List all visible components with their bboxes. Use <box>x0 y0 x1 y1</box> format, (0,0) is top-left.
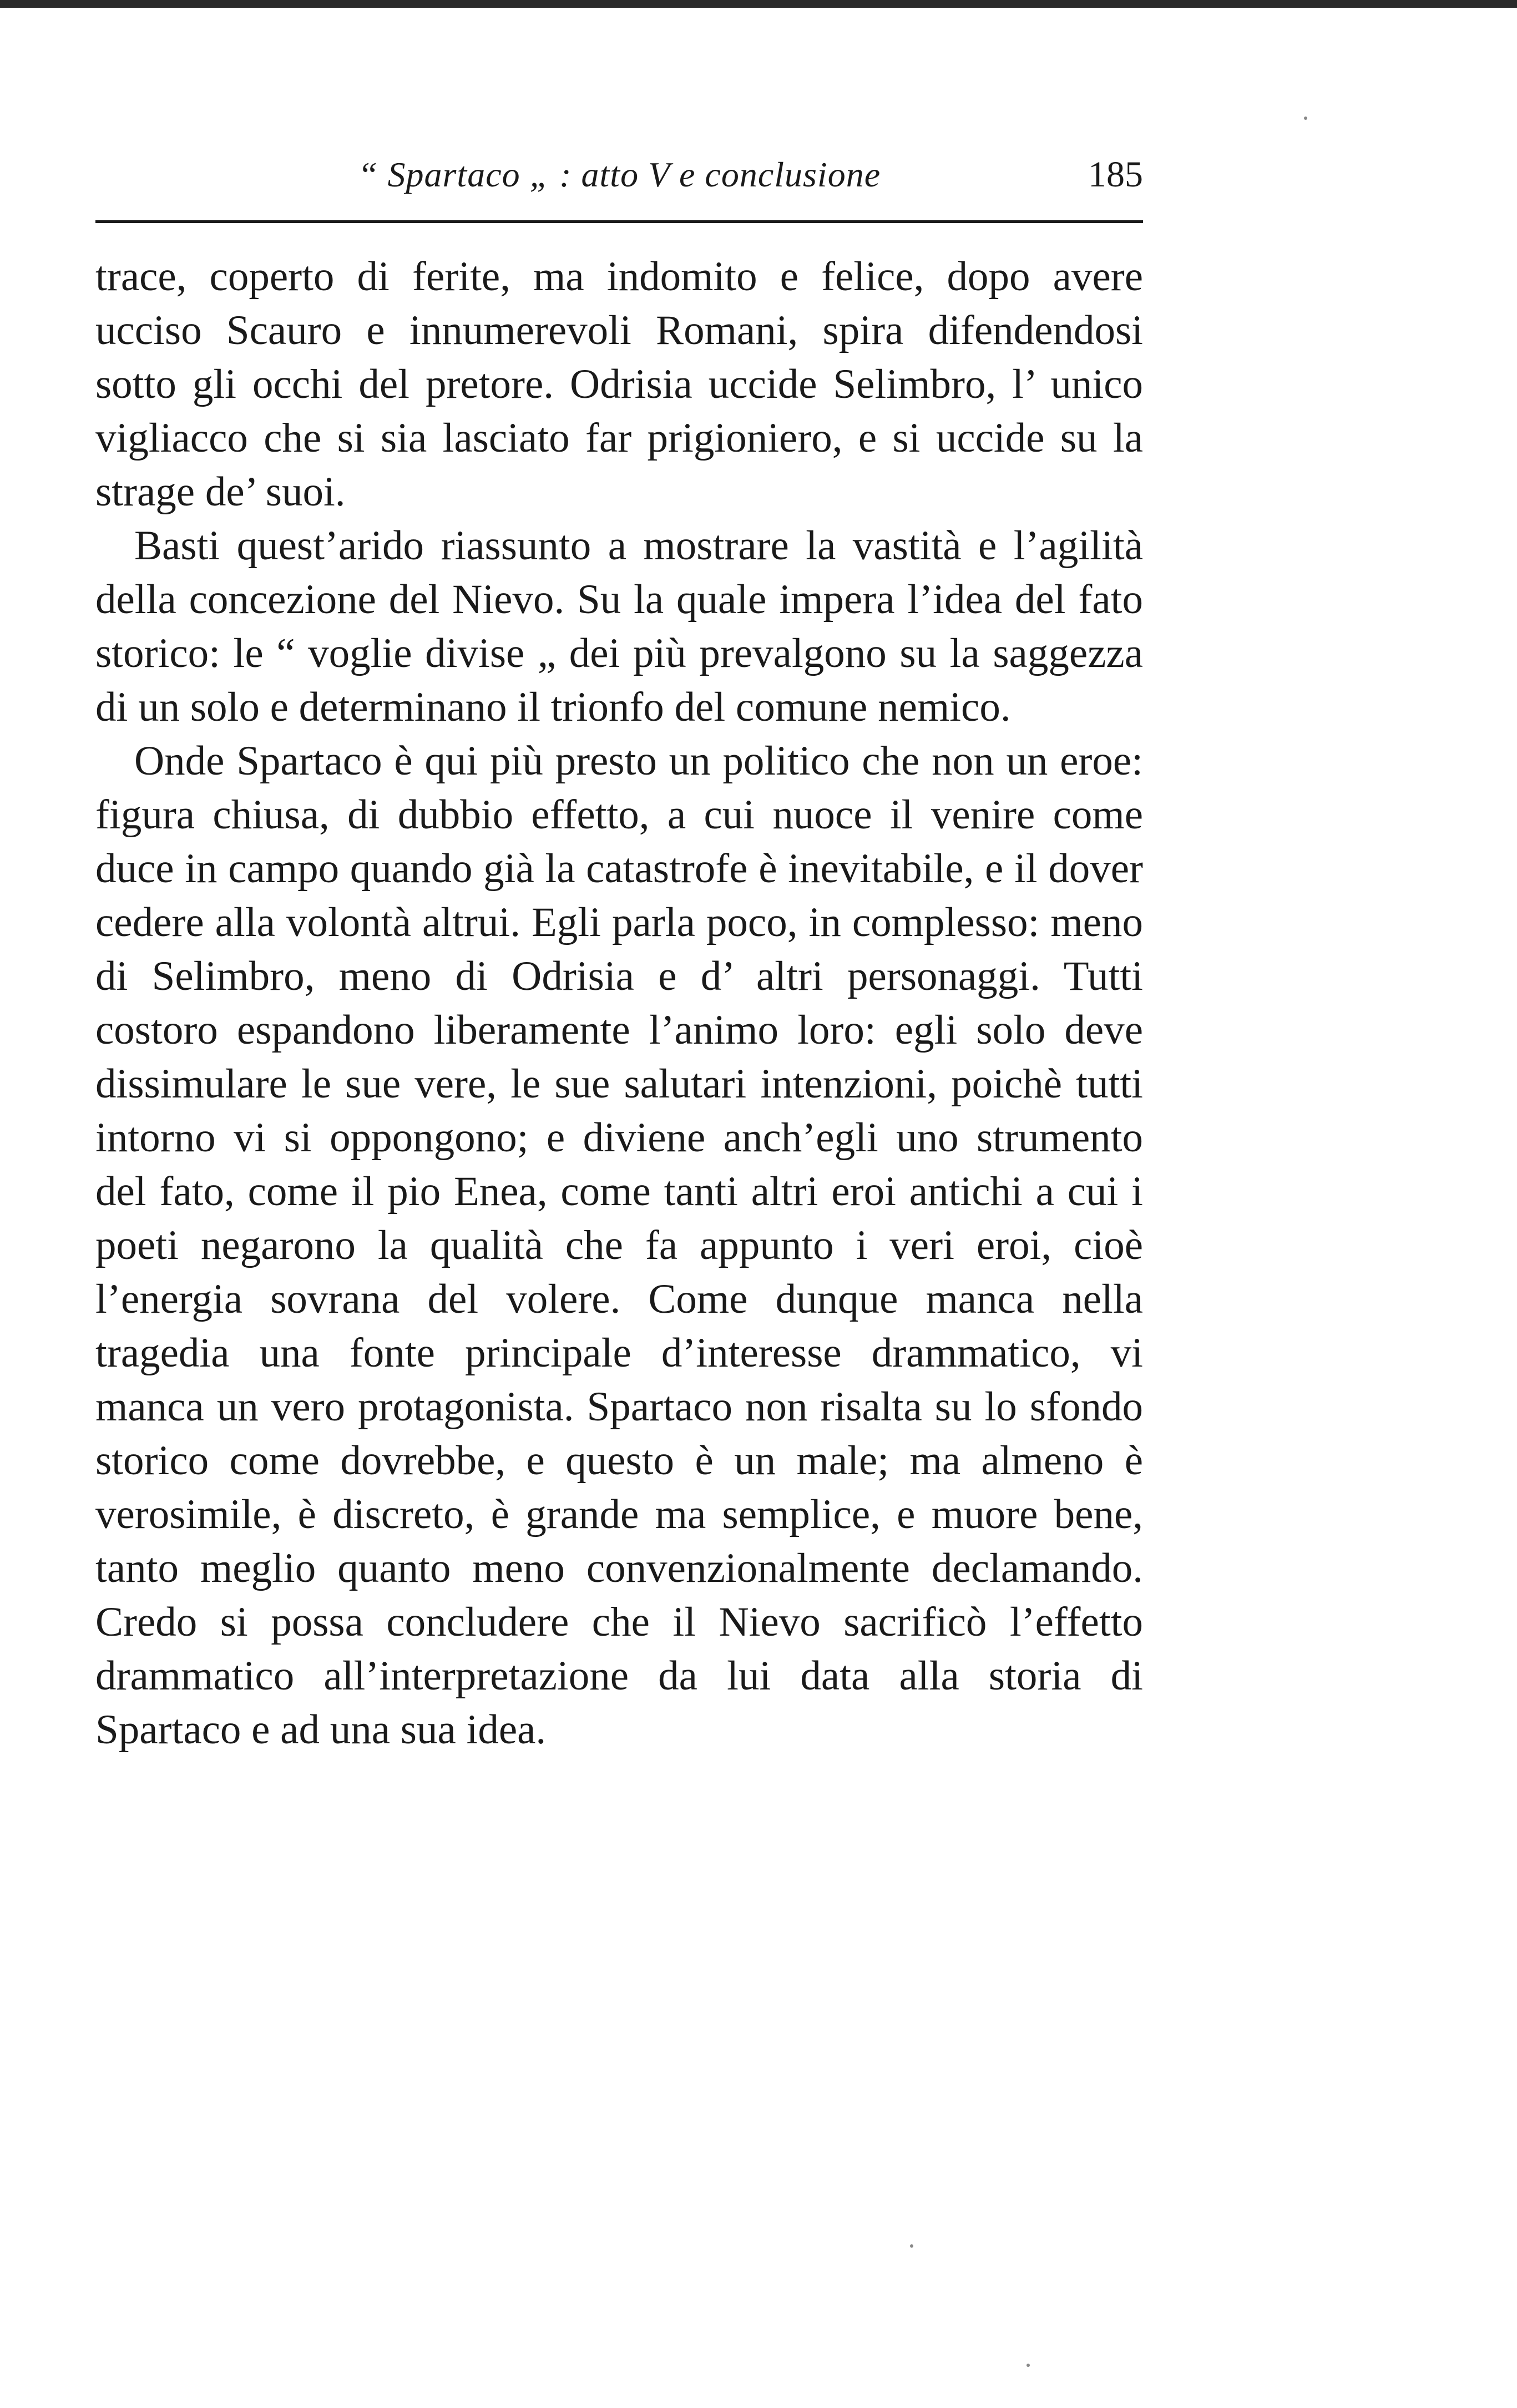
page-number: 185 <box>1088 154 1143 195</box>
page-top-edge <box>0 0 1517 8</box>
page-header <box>95 147 1143 208</box>
paper-speck <box>1304 117 1307 120</box>
paper-speck <box>910 2244 913 2248</box>
paragraph-3: Onde Spartaco è qui più presto un politico che non un eroe: figura chiusa, di dubbio effetto, a cui nuoce il venire come duce in campo quando già la catastrofe è inevitabile, e il dover cedere alla volontà altrui. Egli parla poco, in complesso: meno di Selimbro, meno di Odrisia e d’ altri personaggi. Tutti costoro espandono liberamente l’animo loro: egli solo deve dissimulare le sue vere, le sue salutari intenzioni, poichè tutti intorno vi si oppongono; e diviene anch’egli uno strumento del fato, come il pio Enea, come tanti altri eroi antichi a cui i poeti negarono la qualità che fa appunto i veri eroi, cioè l’energia sovrana del volere. Come dunque manca nella tragedia una fonte principale d’interesse drammatico, vi manca un vero protagonista. Spartaco non risalta su lo sfondo storico come dovrebbe, e questo è un male; ma almeno è verosimile, è discreto, è grande ma semplice, e muore bene, tanto meglio quanto meno convenzionalmente declamando. Credo si possa concludere che il Nievo sacrificò l’effetto drammatico all’interpretazione da lui data alla storia di Spartaco e ad una sua idea. <box>95 738 1143 1753</box>
running-title: “ Spartaco „ : atto V e conclusione <box>357 155 881 194</box>
paragraph-1: trace, coperto di ferite, ma indomito e felice, dopo avere ucciso Scauro e innumerevoli Romani, spira difendendosi sotto gli occhi del pretore. Odrisia uccide Selimbro, l’ unico vigliacco che si sia lasciato far prigioniero, e si uccide su la strage de’ suoi. <box>95 254 1143 515</box>
header-rule <box>95 220 1143 223</box>
paper-speck <box>1026 2364 1030 2367</box>
paragraph-2: Basti quest’arido riassunto a mostrare la vastità e l’agilità della concezione del Nievo. Su la quale impera l’idea del fato storico: le “ voglie divise „ dei più prevalgono su la saggezza di un solo e determinano il trionfo del comune nemico. <box>95 523 1143 730</box>
body-text <box>95 250 1143 1757</box>
